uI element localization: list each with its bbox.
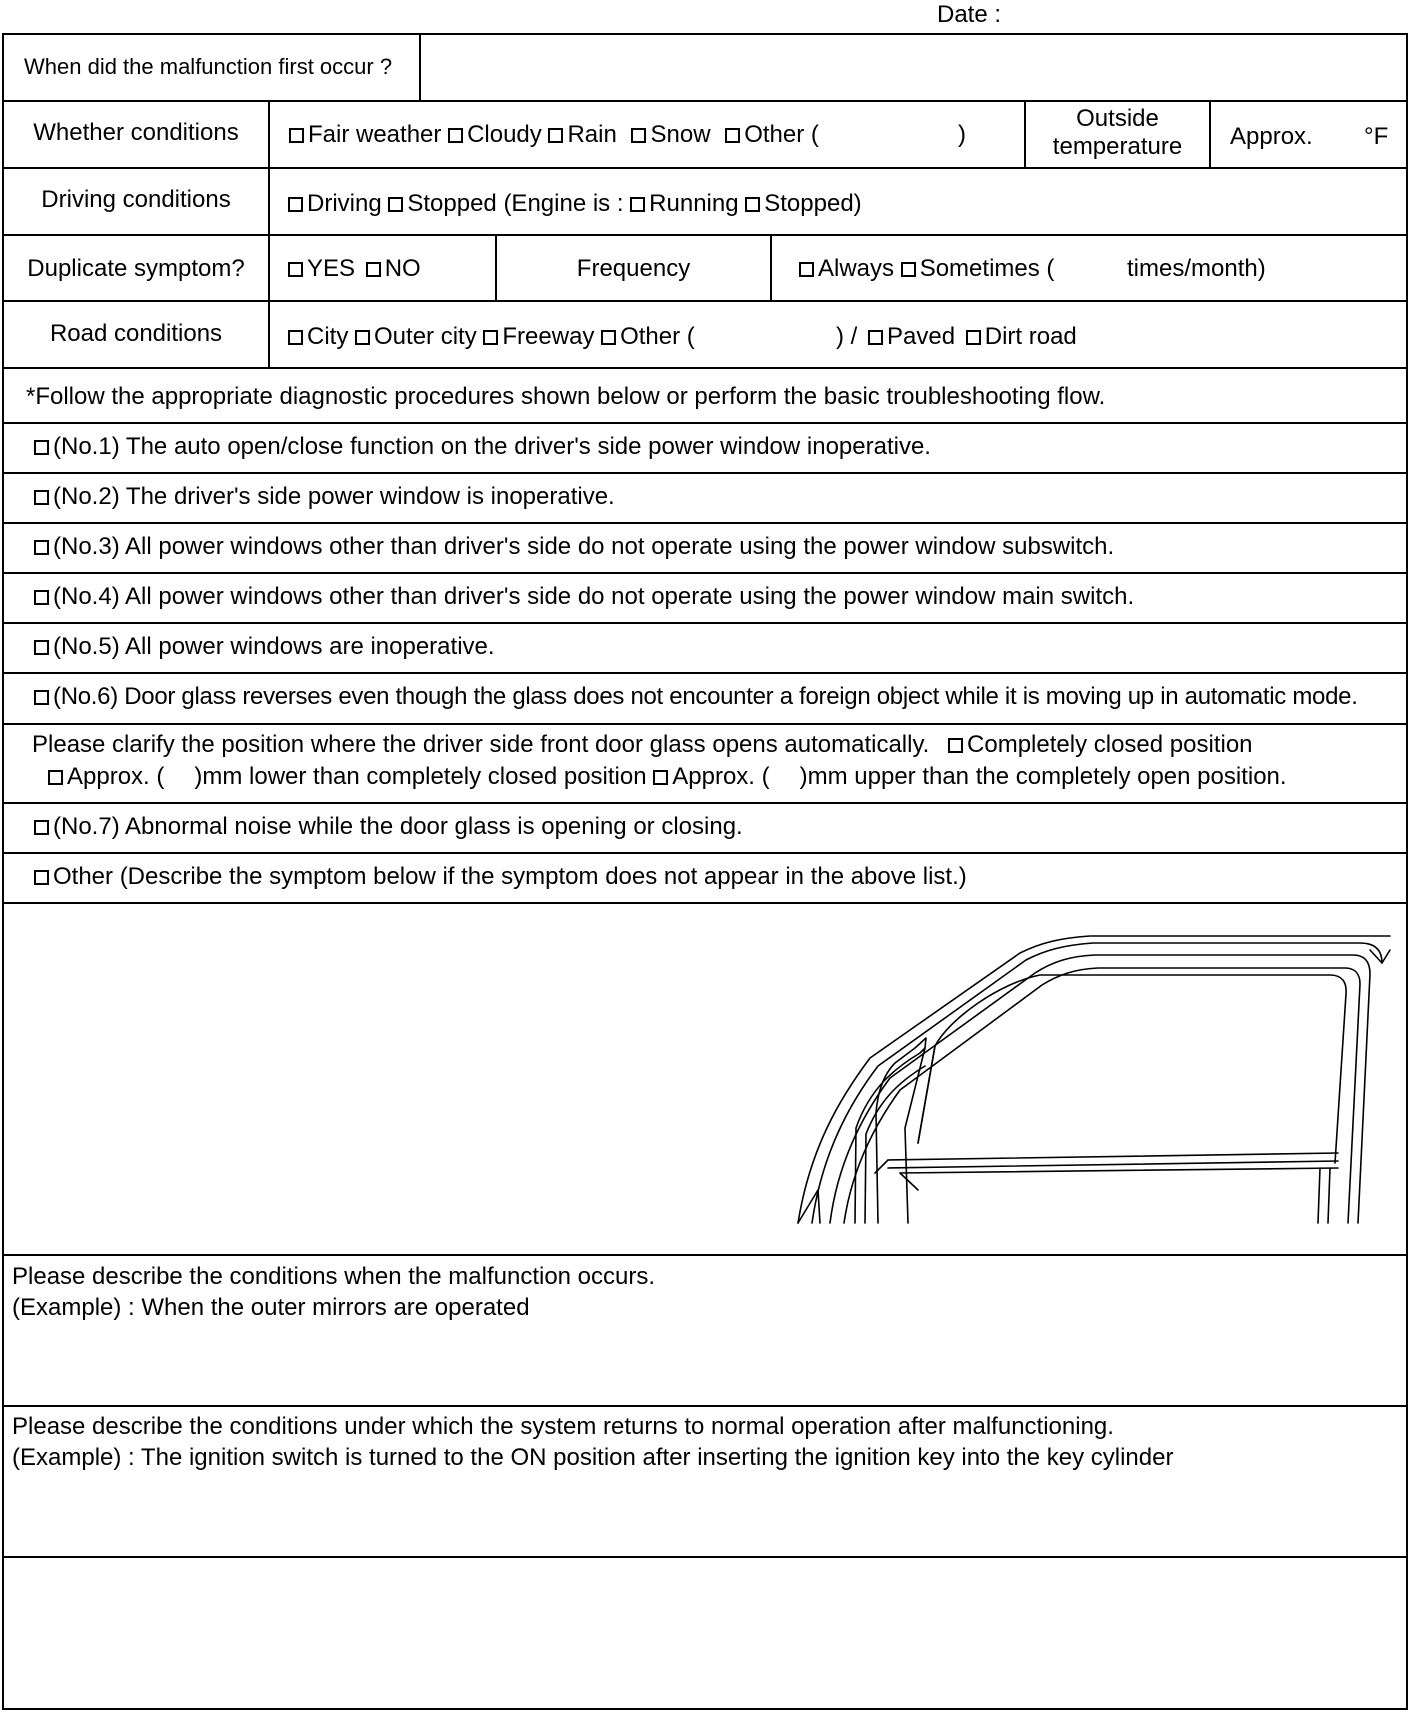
symptom-item: (No.1) The auto open/close function on the driver's side power window inoperative.	[34, 433, 931, 461]
frequency-label: Frequency	[576, 255, 691, 282]
duplicate-label: Duplicate symptom?	[27, 255, 245, 282]
row-divider	[4, 300, 1406, 302]
symptom-3-checkbox[interactable]	[34, 540, 49, 555]
col-divider	[419, 35, 421, 100]
col-divider	[770, 234, 772, 300]
weather-snow-checkbox[interactable]	[631, 128, 646, 143]
sometimes-checkbox[interactable]	[901, 262, 916, 277]
symptom-item: (No.3) All power windows other than driver's side do not operate using the power window subswitch.	[34, 533, 1114, 561]
approx-upper-checkbox[interactable]	[653, 770, 668, 785]
outside-temperature-label: Outside temperature	[1052, 105, 1183, 160]
row-divider	[4, 234, 1406, 236]
row-divider	[4, 672, 1406, 674]
date-label: Date :	[937, 1, 1002, 28]
road-paved-checkbox[interactable]	[868, 330, 883, 345]
col-divider	[1209, 100, 1211, 167]
row-divider	[4, 367, 1406, 369]
duplicate-yes-checkbox[interactable]	[288, 262, 303, 277]
symptom-5-checkbox[interactable]	[34, 640, 49, 655]
diagnostic-worksheet	[2, 33, 1408, 1710]
symptom-item: (No.5) All power windows are inoperative.	[34, 633, 495, 661]
symptom-7-checkbox[interactable]	[34, 820, 49, 835]
symptom-4-checkbox[interactable]	[34, 590, 49, 605]
always-checkbox[interactable]	[799, 262, 814, 277]
instruction-text: *Follow the appropriate diagnostic procedures shown below or perform the basic troubleshooting flow.	[26, 383, 1106, 410]
weather-other-checkbox[interactable]	[725, 128, 740, 143]
row-divider	[4, 1254, 1406, 1256]
row-divider	[4, 522, 1406, 524]
row-divider	[4, 422, 1406, 424]
road-other-checkbox[interactable]	[601, 330, 616, 345]
driving-options: Driving Stopped (Engine is : Running Stopped)	[288, 190, 862, 218]
clarify-line-1: Please clarify the position where the driver side front door glass opens automatically. Completely closed position	[32, 731, 1253, 758]
approx-lower-checkbox[interactable]	[48, 770, 63, 785]
symptom-6-checkbox[interactable]	[34, 690, 49, 705]
conditions-text: Please describe the conditions when the malfunction occurs. (Example) : When the outer mirrors are operated	[12, 1263, 656, 1321]
road-options: City Outer city Freeway Other (	[288, 323, 695, 351]
symptom-item: (No.7) Abnormal noise while the door glass is opening or closing.	[34, 813, 743, 841]
driving-checkbox[interactable]	[288, 197, 303, 212]
other-symptom: Other (Describe the symptom below if the symptom does not appear in the above list.)	[34, 863, 967, 891]
row-divider	[4, 1405, 1406, 1407]
weather-cloudy-checkbox[interactable]	[448, 128, 463, 143]
road-outer-city-checkbox[interactable]	[355, 330, 370, 345]
row-divider	[4, 852, 1406, 854]
duplicate-options: YES NO	[288, 255, 421, 283]
symptom-item: (No.4) All power windows other than driver's side do not operate using the power window main switch.	[34, 583, 1134, 611]
weather-other-close: )	[958, 121, 966, 148]
engine-stopped-checkbox[interactable]	[745, 197, 760, 212]
road-city-checkbox[interactable]	[288, 330, 303, 345]
symptom-item: (No.2) The driver's side power window is inoperative.	[34, 483, 615, 511]
symptom-2-checkbox[interactable]	[34, 490, 49, 505]
symptom-1-checkbox[interactable]	[34, 440, 49, 455]
returns-text: Please describe the conditions under which the system returns to normal operation after malfunctioning. (Example) : The ignition switch is turned to the ON position after inserting the ignition key into the key cylinder	[12, 1413, 1174, 1471]
notes-field[interactable]	[6, 1558, 1406, 1708]
row-divider	[4, 100, 1406, 102]
row-divider	[4, 167, 1406, 169]
weather-rain-checkbox[interactable]	[548, 128, 563, 143]
first-occur-label: When did the malfunction first occur ?	[24, 54, 393, 79]
temperature-unit: °F	[1364, 123, 1389, 150]
weather-fair-checkbox[interactable]	[289, 128, 304, 143]
road-freeway-checkbox[interactable]	[483, 330, 498, 345]
row-divider	[4, 622, 1406, 624]
road-other-close: ) / Paved Dirt road	[836, 323, 1077, 350]
completely-closed-checkbox[interactable]	[948, 738, 963, 753]
stopped-checkbox[interactable]	[388, 197, 403, 212]
clarify-line-2: Approx. ( )mm lower than completely closed position Approx. ( )mm upper than the completely open position.	[48, 763, 1287, 791]
frequency-options: Always Sometimes (	[799, 255, 1054, 283]
road-label: Road conditions	[49, 320, 223, 347]
other-symptom-checkbox[interactable]	[34, 870, 49, 885]
temperature-approx-label: Approx.	[1230, 123, 1313, 150]
weather-label: Whether conditions	[33, 119, 239, 146]
col-divider	[268, 100, 270, 367]
times-per-month: times/month)	[1127, 255, 1266, 282]
engine-running-checkbox[interactable]	[630, 197, 645, 212]
row-divider	[4, 723, 1406, 725]
duplicate-no-checkbox[interactable]	[366, 262, 381, 277]
symptom-item: (No.6) Door glass reverses even though the glass does not encounter a foreign object while it is moving up in automatic mode.	[34, 683, 1358, 711]
row-divider	[4, 802, 1406, 804]
driving-label: Driving conditions	[41, 186, 231, 213]
weather-options: Fair weather Cloudy Rain Snow Other (	[289, 121, 819, 149]
row-divider	[4, 572, 1406, 574]
door-glass-illustration	[790, 898, 1395, 1230]
road-dirt-checkbox[interactable]	[966, 330, 981, 345]
first-occur-field[interactable]	[422, 37, 1406, 99]
row-divider	[4, 472, 1406, 474]
